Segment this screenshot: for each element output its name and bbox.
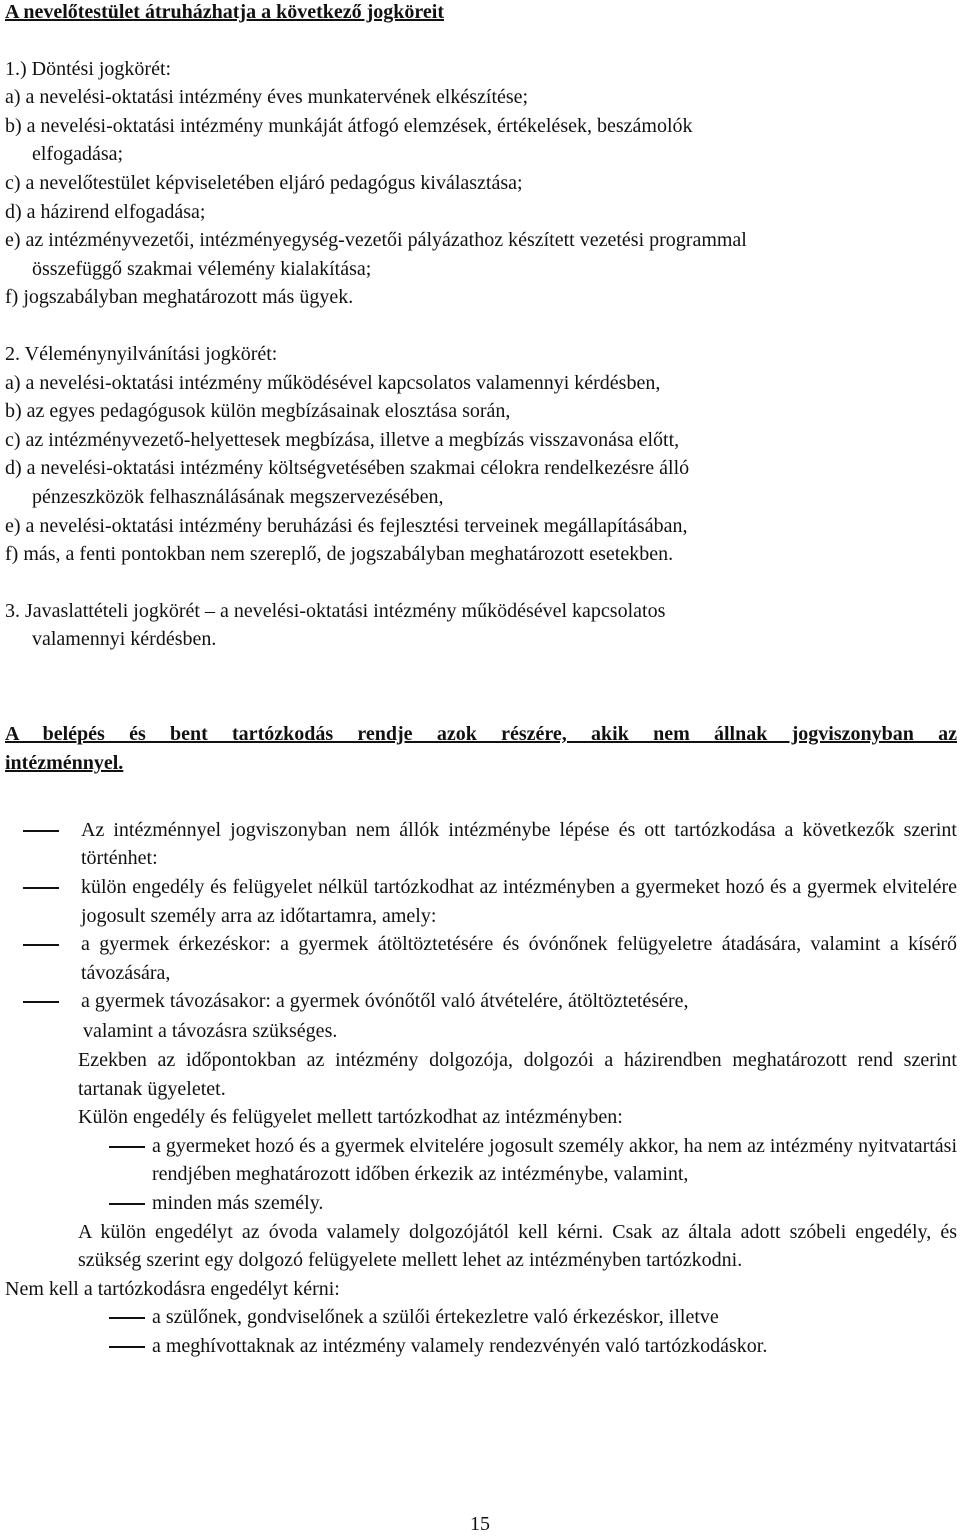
paragraph: Külön engedély és felügyelet mellett tartózkodhat az intézményben: xyxy=(78,1106,623,1129)
dash-icon xyxy=(109,1346,145,1348)
list-item-continuation: valamint a távozásra szükséges. xyxy=(83,1020,338,1043)
section-title-entry-cont: intézménnyel. xyxy=(5,751,124,774)
opinion-item: e) a nevelési-oktatási intézmény beruházási és fejlesztési terveinek megállapításában, xyxy=(5,514,688,537)
decision-item: elfogadása; xyxy=(32,143,124,166)
proposal-line: 3. Javaslattételi jogkörét – a nevelési-oktatási intézmény működésével kapcsolatos xyxy=(5,599,666,622)
decision-item: c) a nevelőtestület képviseletében eljáró pedagógus kiválasztása; xyxy=(5,171,523,194)
list-item-text: a szülőnek, gondviselőnek a szülői értekezletre való érkezéskor, illetve xyxy=(152,1306,719,1329)
sub-list-item xyxy=(5,1189,957,1218)
opinion-item: b) az egyes pedagógusok külön megbízásainak elosztása során, xyxy=(5,400,511,423)
list-item xyxy=(5,987,957,1016)
opinion-item: c) az intézményvezető-helyettesek megbízása, illetve a megbízás visszavonása előtt, xyxy=(5,428,680,451)
list-item xyxy=(5,873,957,930)
entry-rules xyxy=(5,816,957,1361)
decision-item: b) a nevelési-oktatási intézmény munkáját átfogó elemzések, értékelések, beszámolók xyxy=(5,114,693,137)
dash-icon xyxy=(23,830,59,832)
proposal-line: valamennyi kérdésben. xyxy=(32,628,217,651)
dash-icon xyxy=(23,1001,59,1003)
document-page xyxy=(5,0,957,1361)
dash-icon xyxy=(109,1203,145,1205)
opinion-item: pénzeszközök felhasználásának megszervezésében, xyxy=(32,485,444,508)
decision-item: a) a nevelési-oktatási intézmény éves munkatervének elkészítése; xyxy=(5,86,529,109)
list-item-text: külön engedély és felügyelet nélkül tartózkodhat az intézményben a gyermeket hozó és a gyermek elvitelére jogosult személy arra az időtartamra, amely: xyxy=(81,876,957,927)
opinion-item: a) a nevelési-oktatási intézmény működésével kapcsolatos valamennyi kérdésben, xyxy=(5,371,661,394)
dash-icon xyxy=(23,887,59,889)
dash-icon xyxy=(109,1146,145,1148)
decision-item: d) a házirend elfogadása; xyxy=(5,200,206,223)
page-number: 15 xyxy=(470,1513,490,1535)
list-item-text: a gyermeket hozó és a gyermek elvitelére jogosult személy akkor, ha nem az intézmény nyitvatartási rendjében meghatározott időben érkezik az intézménybe, valamint, xyxy=(152,1134,957,1186)
opinion-powers xyxy=(5,340,957,569)
decision-item: f) jogszabályban meghatározott más ügyek. xyxy=(5,286,354,309)
dash-icon xyxy=(23,944,59,946)
sub-list-item xyxy=(5,1303,957,1332)
section-title-powers: A nevelőtestület átruházhatja a következő jogköreit xyxy=(5,1,445,23)
list-item xyxy=(5,816,957,873)
list-item-text: a meghívottaknak az intézmény valamely rendezvényén való tartózkodáskor. xyxy=(152,1334,768,1357)
sub-list-item xyxy=(5,1332,957,1361)
decision-item: összefüggő szakmai vélemény kialakítása; xyxy=(32,257,372,280)
proposal-powers xyxy=(5,597,957,654)
paragraph: Nem kell a tartózkodásra engedélyt kérni: xyxy=(5,1277,340,1300)
list-item-text: Az intézménnyel jogviszonyban nem állók intézménybe lépése és ott tartózkodása a következők szerint történhet: xyxy=(81,818,957,870)
opinion-item: f) más, a fenti pontokban nem szereplő, de jogszabályban meghatározott esetekben. xyxy=(5,543,674,566)
paragraph: A külön engedélyt az óvoda valamely dolgozójától kell kérni. Csak az általa adott szóbeli engedély, és szükség szerint egy dolgozó felügyelete mellett lehet az intézményben tartózkodni. xyxy=(78,1220,957,1272)
decision-item: e) az intézményvezetői, intézményegység-vezetői pályázathoz készített vezetési programmal xyxy=(5,229,747,252)
paragraph: Ezekben az időpontokban az intézmény dolgozója, dolgozói a házirendben meghatározott rend szerint tartanak ügyeletet. xyxy=(78,1049,957,1100)
opinion-item: d) a nevelési-oktatási intézmény költségvetésében szakmai célokra rendelkezésre álló xyxy=(5,457,690,480)
list-item-text: a gyermek érkezéskor: a gyermek átöltöztetésére és óvónőnek felügyeletre átadására, valamint a kísérő távozására, xyxy=(81,933,957,984)
sub-list-item xyxy=(5,1132,957,1189)
opinion-heading: 2. Véleménynyilvánítási jogkörét: xyxy=(5,342,278,365)
list-item xyxy=(5,930,957,987)
decision-powers xyxy=(5,55,957,312)
list-item-text: minden más személy. xyxy=(152,1192,324,1214)
dash-icon xyxy=(109,1317,145,1319)
decision-heading: 1.) Döntési jogkörét: xyxy=(5,57,172,80)
list-item-text: a gyermek távozásakor: a gyermek óvónőtől való átvételére, átöltöztetésére, xyxy=(81,990,689,1013)
section-title-entry: A belépés és bent tartózkodás rendje azok részére, akik nem állnak jogviszonyban az xyxy=(5,722,957,745)
